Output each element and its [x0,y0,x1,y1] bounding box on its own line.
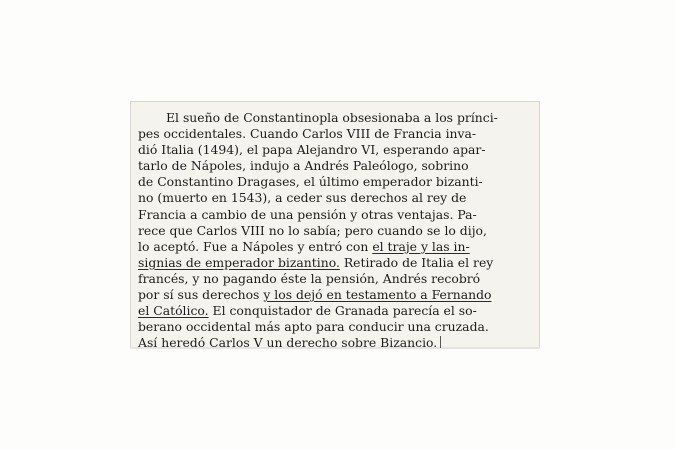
clipping-paragraph [138,110,538,351]
underlined-phrase-emperador: signias de emperador bizantino. [138,254,340,270]
text-line [138,335,538,351]
text-segment: lo aceptó. Fue a Nápoles y entró con [138,238,373,254]
text-segment: Así heredó Carlos V un derecho sobre Bizancio. [138,335,438,351]
text-line [138,255,538,271]
text-segment: Retirado de Italia el rey [339,254,494,270]
text-line: rece que Carlos VIII no lo sabía; pero cuando se lo dijo, [138,222,487,238]
text-line: pes occidentales. Cuando Carlos VIII de Francia inva- [138,126,477,142]
text-line: El sueño de Constantinopla obsesionaba a los prínci- [166,110,498,125]
text-line: tarlo de Nápoles, indujo a Andrés Paleólogo, sobrino [138,158,469,174]
underlined-phrase-traje: el traje y las in- [372,238,470,254]
text-line: no (muerto en 1543), a ceder sus derechos al rey de [138,190,467,206]
text-line: francés, y no pagando éste la pensión, Andrés recobró [138,270,481,286]
text-caret-mark [440,336,441,348]
text-line: de Constantino Dragases, el último emperador bizanti- [138,174,483,190]
text-segment: por sí sus derechos [138,287,264,303]
text-line: berano occidental más apto para conducir una cruzada. [138,319,489,335]
underlined-phrase-testamento: y los dejó en testamento a Fernando [263,287,492,303]
text-line: dió Italia (1494), el papa Alejandro VI, esperando apar- [138,142,486,158]
text-line [138,239,538,255]
text-line [138,287,538,303]
text-line: Francia a cambio de una pensión y otras ventajas. Pa- [138,206,477,222]
text-segment: El conquistador de Granada parecía el so- [208,303,477,319]
underlined-phrase-catolico: el Católico. [138,303,209,319]
text-line [138,303,538,319]
